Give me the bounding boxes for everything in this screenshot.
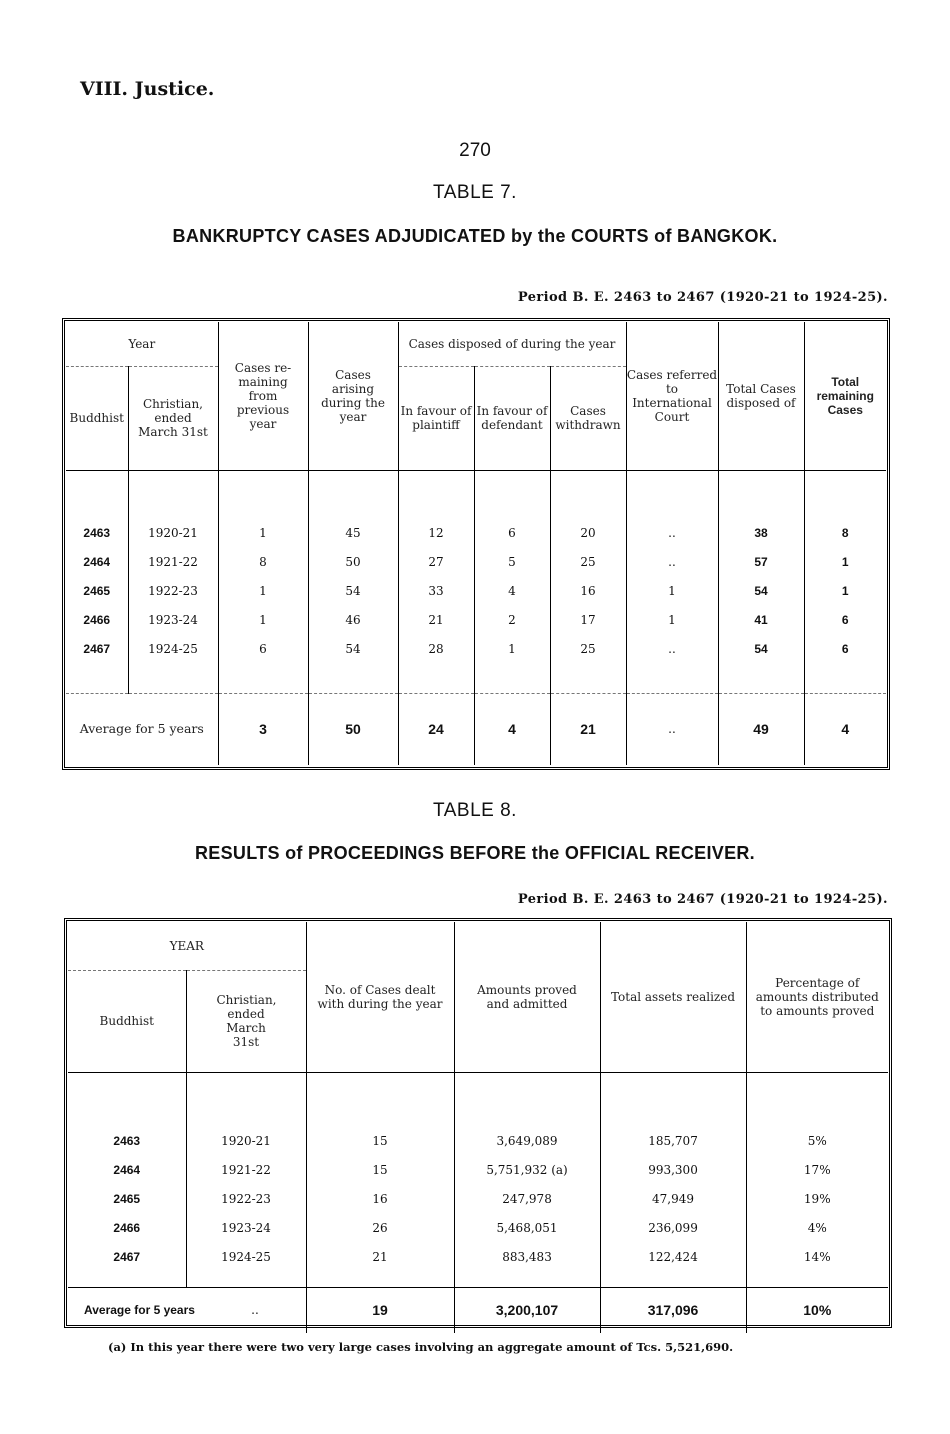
t7-h-withdrawn: Cases withdrawn — [550, 366, 626, 470]
t8-percentage: 17% — [746, 1155, 888, 1184]
table8-period: Period B. E. 2463 to 2467 (1920-21 to 1924-25). — [517, 892, 888, 907]
t7-withdrawn: 25 — [550, 547, 626, 576]
t7-remaining-prev: 6 — [218, 634, 308, 663]
t7-plaintiff: 33 — [398, 576, 474, 605]
table-row — [66, 547, 886, 576]
t8-assets: 993,300 — [600, 1155, 746, 1184]
t8-cases: 21 — [306, 1242, 454, 1271]
t8-amounts: 883,483 — [454, 1242, 600, 1271]
t7-total-remaining: 8 — [804, 518, 886, 547]
t8-amounts: 3,649,089 — [454, 1126, 600, 1155]
t8-christian: 1922-23 — [186, 1184, 306, 1213]
table8-subtitle: RESULTS of PROCEEDINGS BEFORE the OFFICIAL RECEIVER. — [195, 843, 755, 863]
table8-title: TABLE 8. — [433, 800, 517, 821]
t8-avg-percentage: 10% — [746, 1287, 888, 1333]
t7-plaintiff: 12 — [398, 518, 474, 547]
table-row-average — [66, 693, 886, 765]
t7-avg-withdrawn: 21 — [550, 693, 626, 765]
t7-total-disposed: 41 — [718, 605, 804, 634]
t8-buddhist: 2466 — [113, 1220, 141, 1235]
t7-referred: .. — [626, 634, 718, 663]
t7-plaintiff: 21 — [398, 605, 474, 634]
t7-arising: 54 — [308, 576, 398, 605]
t7-referred: 1 — [626, 605, 718, 634]
t7-arising: 50 — [308, 547, 398, 576]
t7-remaining-prev: 1 — [218, 518, 308, 547]
table7-title: TABLE 7. — [433, 182, 517, 203]
t7-defendant: 6 — [474, 518, 550, 547]
t7-referred: .. — [626, 547, 718, 576]
t8-avg-assets: 317,096 — [600, 1287, 746, 1333]
t8-percentage: 4% — [746, 1213, 888, 1242]
t7-avg-referred: .. — [626, 693, 718, 765]
t8-average-dots: .. — [251, 1303, 259, 1318]
table-row — [68, 1213, 888, 1242]
t7-total-remaining: 1 — [804, 576, 886, 605]
t7-h-plaintiff: In favour of plaintiff — [398, 366, 474, 470]
t8-h-christian: Christian, ended March 31st — [186, 970, 306, 1072]
t7-h-year: Year — [66, 322, 218, 366]
t8-buddhist: 2463 — [113, 1133, 141, 1148]
t7-arising: 54 — [308, 634, 398, 663]
t7-h-total-disposed: Total Cases disposed of — [718, 322, 804, 470]
t8-assets: 185,707 — [600, 1126, 746, 1155]
t7-avg-defendant: 4 — [474, 693, 550, 765]
t8-amounts: 5,751,932 (a) — [454, 1155, 600, 1184]
t7-h-christian: Christian, ended March 31st — [128, 366, 218, 470]
t7-buddhist: 2466 — [83, 612, 111, 627]
t8-average-label: Average for 5 years — [84, 1303, 195, 1318]
table-row — [68, 1184, 888, 1213]
t8-buddhist: 2465 — [113, 1191, 141, 1206]
t8-cases: 15 — [306, 1155, 454, 1184]
t8-h-assets: Total assets realized — [600, 922, 746, 1072]
t7-christian: 1921-22 — [128, 547, 218, 576]
t8-percentage: 5% — [746, 1126, 888, 1155]
t8-christian: 1921-22 — [186, 1155, 306, 1184]
table-row — [68, 1242, 888, 1271]
t7-total-remaining: 6 — [804, 605, 886, 634]
t7-remaining-prev: 1 — [218, 576, 308, 605]
t7-arising: 45 — [308, 518, 398, 547]
t7-christian: 1920-21 — [128, 518, 218, 547]
t8-avg-cases: 19 — [306, 1287, 454, 1333]
t7-h-total-remaining: Total remaining Cases — [804, 322, 886, 470]
t8-cases: 15 — [306, 1126, 454, 1155]
t8-h-cases: No. of Cases dealt with during the year — [306, 922, 454, 1072]
t7-total-disposed: 54 — [718, 634, 804, 663]
table-row — [68, 1126, 888, 1155]
t7-defendant: 5 — [474, 547, 550, 576]
t7-h-buddhist: Buddhist — [69, 411, 124, 425]
t8-buddhist: 2467 — [113, 1249, 141, 1264]
t7-h-referred: Cases referred to International Court — [626, 322, 718, 470]
t7-total-disposed: 38 — [718, 518, 804, 547]
t7-total-disposed: 57 — [718, 547, 804, 576]
t7-buddhist: 2467 — [83, 641, 111, 656]
t7-christian: 1923-24 — [128, 605, 218, 634]
t8-assets: 47,949 — [600, 1184, 746, 1213]
t8-assets: 122,424 — [600, 1242, 746, 1271]
t8-christian: 1920-21 — [186, 1126, 306, 1155]
t7-avg-remaining-prev: 3 — [218, 693, 308, 765]
t7-defendant: 2 — [474, 605, 550, 634]
t8-christian: 1923-24 — [186, 1213, 306, 1242]
t7-withdrawn: 20 — [550, 518, 626, 547]
t7-h-disposed-group: Cases disposed of during the year — [398, 322, 626, 366]
t7-avg-total-disposed: 49 — [718, 693, 804, 765]
t7-remaining-prev: 8 — [218, 547, 308, 576]
t7-total-remaining: 1 — [804, 547, 886, 576]
t8-h-percentage: Percentage of amounts distributed to amounts proved — [746, 922, 888, 1072]
table7-period: Period B. E. 2463 to 2467 (1920-21 to 1924-25). — [517, 290, 888, 305]
t8-cases: 26 — [306, 1213, 454, 1242]
t7-referred: .. — [626, 518, 718, 547]
t8-percentage: 19% — [746, 1184, 888, 1213]
table-row — [66, 518, 886, 547]
t7-average-label: Average for 5 years — [79, 721, 204, 737]
t8-amounts: 247,978 — [454, 1184, 600, 1213]
t7-withdrawn: 17 — [550, 605, 626, 634]
table-row — [66, 605, 886, 634]
t7-avg-arising: 50 — [308, 693, 398, 765]
t8-amounts: 5,468,051 — [454, 1213, 600, 1242]
section-heading: VIII. Justice. — [80, 78, 215, 100]
t8-h-buddhist: Buddhist — [99, 1014, 154, 1028]
t8-cases: 16 — [306, 1184, 454, 1213]
t7-plaintiff: 27 — [398, 547, 474, 576]
t8-percentage: 14% — [746, 1242, 888, 1271]
footnote: (a) In this year there were two very large cases involving an aggregate amount of Tcs. 5,521,690. — [108, 1340, 734, 1354]
t7-referred: 1 — [626, 576, 718, 605]
t8-assets: 236,099 — [600, 1213, 746, 1242]
t8-h-amounts: Amounts proved and admitted — [454, 922, 600, 1072]
t7-total-disposed: 54 — [718, 576, 804, 605]
t8-average-cell — [68, 1287, 306, 1333]
t7-buddhist: 2464 — [83, 554, 111, 569]
t7-avg-plaintiff: 24 — [398, 693, 474, 765]
t8-christian: 1924-25 — [186, 1242, 306, 1271]
t7-withdrawn: 25 — [550, 634, 626, 663]
t7-arising: 46 — [308, 605, 398, 634]
t7-defendant: 1 — [474, 634, 550, 663]
table7-subtitle: BANKRUPTCY CASES ADJUDICATED by the COURTS of BANGKOK. — [172, 226, 778, 246]
t7-defendant: 4 — [474, 576, 550, 605]
t7-plaintiff: 28 — [398, 634, 474, 663]
t7-buddhist: 2463 — [83, 525, 111, 540]
table8 — [68, 922, 888, 1333]
t7-h-defendant: In favour of defendant — [474, 366, 550, 470]
t7-remaining-prev: 1 — [218, 605, 308, 634]
t7-christian: 1922-23 — [128, 576, 218, 605]
page-number: 270 — [459, 140, 491, 161]
t7-christian: 1924-25 — [128, 634, 218, 663]
t7-h-remaining-prev: Cases re-maining from previous year — [218, 322, 308, 470]
t8-avg-amounts: 3,200,107 — [454, 1287, 600, 1333]
t7-h-arising: Cases arising during the year — [308, 322, 398, 470]
t7-avg-total-remaining: 4 — [804, 693, 886, 765]
t8-buddhist: 2464 — [113, 1162, 141, 1177]
t7-total-remaining: 6 — [804, 634, 886, 663]
table-row-average — [68, 1287, 888, 1333]
table-row — [68, 1155, 888, 1184]
table7 — [66, 322, 886, 765]
table-row — [66, 634, 886, 663]
t7-buddhist: 2465 — [83, 583, 111, 598]
table-row — [66, 576, 886, 605]
t8-h-year: YEAR — [68, 922, 306, 970]
t7-withdrawn: 16 — [550, 576, 626, 605]
